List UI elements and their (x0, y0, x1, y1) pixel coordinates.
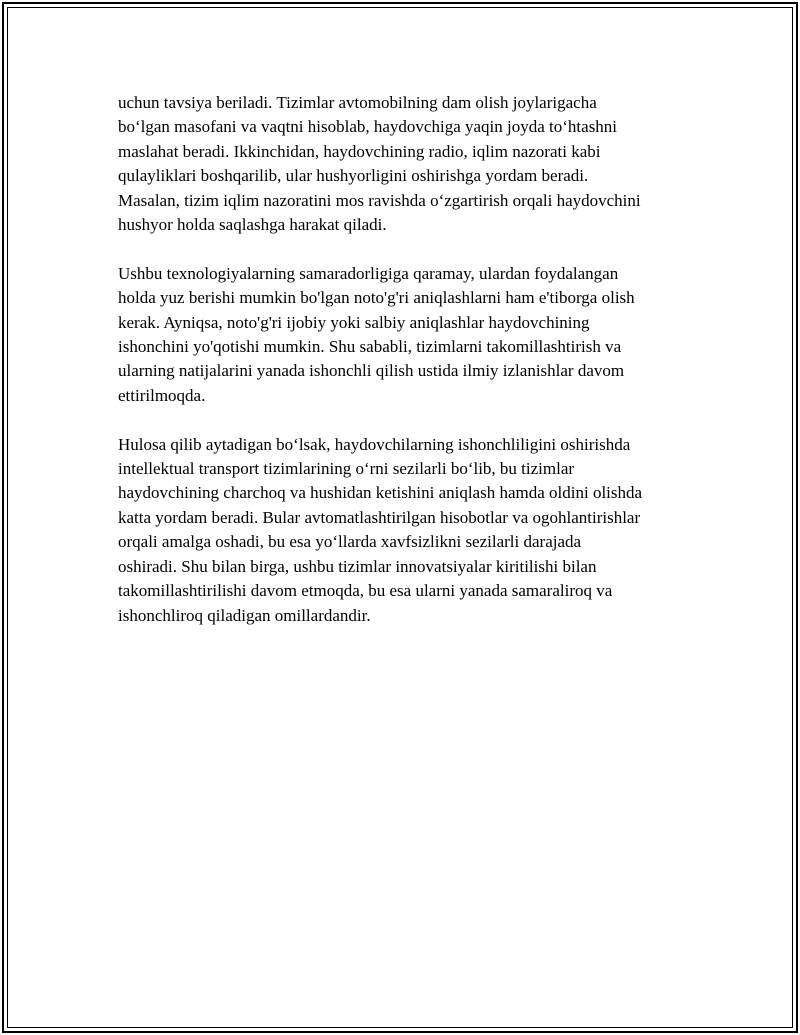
text-line: intellektual transport tizimlarining o‘rni sezilarli bo‘lib, bu tizimlar (118, 459, 575, 479)
text-line: Hulosa qilib aytadigan bo‘lsak, haydovchilarning ishonchliligini oshirishda (118, 434, 631, 454)
text-line: takomillashtirilishi davom etmoqda, bu esa ularni yanada samaraliroq va (118, 581, 613, 601)
text-line: ettirilmoqda. (118, 385, 206, 405)
text-line: bo‘lgan masofani va vaqtni hisoblab, haydovchiga yaqin joyda to‘htashni (118, 117, 618, 137)
text-line: oshiradi. Shu bilan birga, ushbu tizimlar innovatsiyalar kiritilishi bilan (118, 556, 597, 576)
text-line: kerak. Ayniqsa, noto'g'ri ijobiy yoki salbiy aniqlashlar haydovchining (118, 312, 590, 332)
paragraph-1 (118, 91, 693, 237)
document-body (118, 91, 693, 652)
text-line: Masalan, tizim iqlim nazoratini mos ravishda o‘zgartirish orqali haydovchini (118, 190, 641, 210)
text-line: ularning natijalarini yanada ishonchli qilish ustida ilmiy izlanishlar davom (118, 361, 625, 381)
text-line: Ushbu texnologiyalarning samaradorligiga qaramay, ulardan foydalangan (118, 263, 619, 283)
text-line: maslahat beradi. Ikkinchidan, haydovchining radio, iqlim nazorati kabi (118, 141, 601, 161)
text-line: ishonchliroq qiladigan omillardandir. (118, 605, 371, 625)
text-line: katta yordam beradi. Bular avtomatlashtirilgan hisobotlar va ogohlantirishlar (118, 507, 641, 527)
text-line: uchun tavsiya beriladi. Tizimlar avtomobilning dam olish joylarigacha (118, 93, 597, 112)
text-line: hushyor holda saqlashga harakat qiladi. (118, 215, 387, 235)
paragraph-3 (118, 433, 693, 628)
text-line: qulayliklari boshqarilib, ular hushyorligini oshirishga yordam beradi. (118, 166, 589, 186)
text-line: holda yuz berishi mumkin bo'lgan noto'g'ri aniqlashlarni ham e'tiborga olish (118, 288, 635, 308)
text-line: ishonchini yo'qotishi mumkin. Shu sababli, tizimlarni takomillashtirish va (118, 337, 622, 357)
text-line: orqali amalga oshadi, bu esa yo‘llarda xavfsizlikni sezilarli darajada (118, 532, 582, 552)
text-line: haydovchining charchoq va hushidan ketishini aniqlash hamda oldini olishda (118, 483, 643, 503)
paragraph-2 (118, 262, 693, 408)
